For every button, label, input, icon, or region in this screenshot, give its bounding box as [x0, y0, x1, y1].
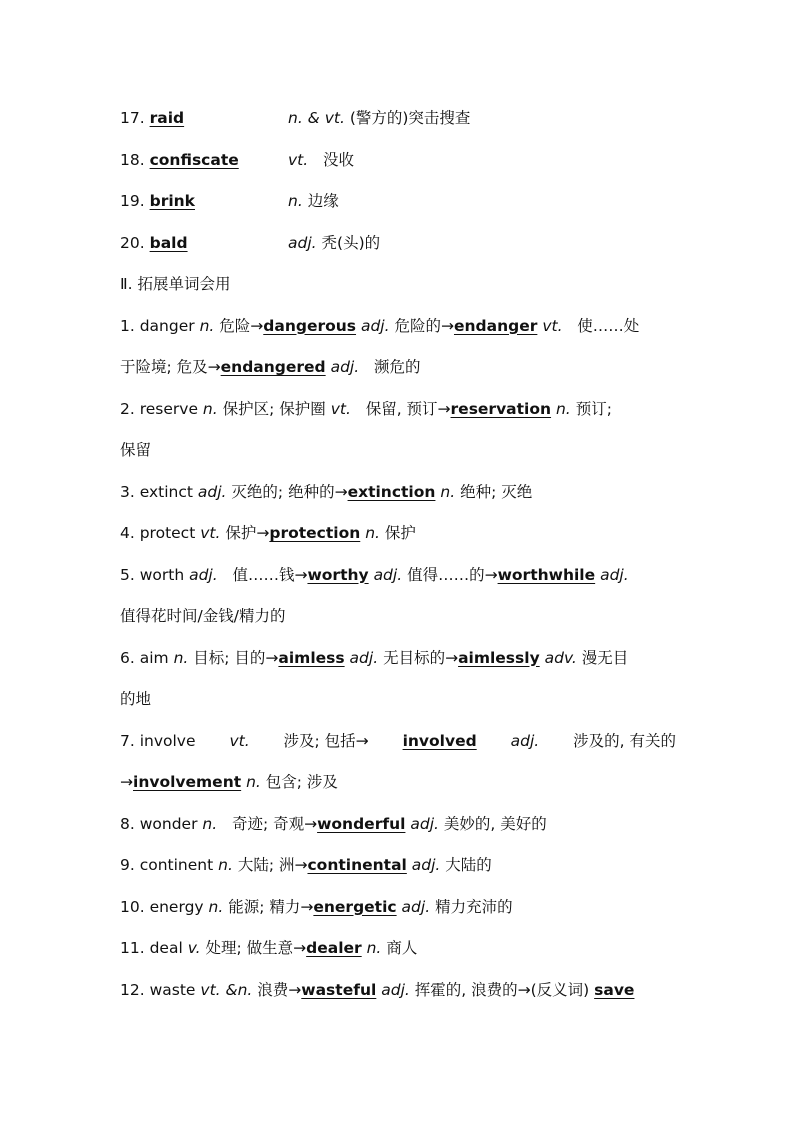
- answer-word: involved: [402, 731, 477, 750]
- answer-word: dealer: [306, 939, 362, 957]
- part-of-speech: adj.: [600, 565, 629, 584]
- meaning: 保护→: [225, 524, 270, 542]
- entry-line: [120, 972, 676, 1014]
- answer-word: continental: [307, 856, 407, 874]
- meaning: 危险的→: [394, 316, 454, 335]
- base-word: 1. danger: [120, 316, 195, 335]
- part-of-speech: n.: [555, 399, 571, 418]
- meaning: 的地: [120, 690, 152, 708]
- meaning: 保护区; 保护圈: [222, 399, 326, 418]
- meaning: 浪费→: [257, 980, 302, 999]
- part-of-speech: adj.: [349, 648, 379, 667]
- section-title: Ⅱ. 拓展单词会用: [120, 275, 231, 293]
- meaning: 灭绝的; 绝种的→: [231, 482, 348, 501]
- meaning: 保留: [120, 441, 152, 459]
- part-of-speech: adv.: [544, 648, 577, 667]
- meaning: 使……处: [577, 316, 640, 335]
- entry-line: [120, 764, 676, 806]
- answer-word: reservation: [450, 399, 552, 418]
- meaning: 商人: [386, 939, 418, 957]
- item-number: 20.: [120, 233, 145, 252]
- base-word: 12. waste: [120, 980, 196, 999]
- meaning: 边缘: [307, 192, 339, 210]
- answer-word: protection: [269, 524, 361, 542]
- meaning: 美妙的, 美好的: [443, 814, 547, 833]
- answer-word: dangerous: [263, 316, 357, 335]
- vocab-row: [120, 183, 676, 225]
- part-of-speech: vt. &n.: [200, 980, 253, 999]
- part-of-speech: adj.: [360, 316, 390, 335]
- worksheet-page: [120, 100, 676, 1013]
- meaning: 目标; 目的→: [193, 648, 279, 667]
- part-of-speech: n.: [199, 316, 215, 335]
- entry-line: [120, 557, 676, 599]
- part-of-speech: vt.: [288, 150, 309, 169]
- entry-line: [120, 308, 676, 350]
- meaning: 没收: [322, 150, 354, 169]
- part-of-speech: n.: [202, 814, 218, 833]
- part-of-speech: adj.: [189, 565, 218, 584]
- part-of-speech: adj.: [288, 233, 317, 252]
- meaning: 预订;: [575, 399, 612, 418]
- part-of-speech: adj.: [373, 565, 403, 584]
- meaning: 能源; 精力→: [228, 897, 314, 916]
- part-of-speech: n.: [218, 856, 233, 874]
- entry-line: [120, 806, 676, 848]
- answer-word: energetic: [313, 897, 397, 916]
- base-word: 7. involve: [120, 731, 196, 750]
- part-of-speech: vt.: [229, 731, 250, 750]
- meaning: 于险境; 危及→: [120, 358, 221, 376]
- entry-line: [120, 515, 676, 557]
- vocab-row: [120, 225, 676, 267]
- part-of-speech: n.: [365, 524, 380, 542]
- entry-line: [120, 640, 676, 682]
- entry-line: [120, 432, 676, 474]
- item-number: 17.: [120, 109, 145, 127]
- meaning: 精力充沛的: [435, 897, 513, 916]
- part-of-speech: adj.: [401, 897, 431, 916]
- base-word: 5. worth: [120, 565, 185, 584]
- base-word: 4. protect: [120, 524, 196, 542]
- answer-word: aimless: [278, 648, 345, 667]
- meaning: 包含; 涉及: [265, 773, 338, 791]
- meaning: 濒危的: [373, 358, 421, 376]
- part-of-speech: n.: [173, 648, 189, 667]
- part-of-speech: n.: [288, 192, 303, 210]
- vocab-word: raid: [149, 109, 185, 127]
- part-of-speech: v.: [187, 939, 201, 957]
- item-number: 18.: [120, 150, 145, 169]
- answer-word: endangered: [220, 358, 326, 376]
- part-of-speech: n.: [366, 939, 382, 957]
- entry-line: [120, 681, 676, 723]
- answer-word: extinction: [347, 482, 436, 501]
- vocab-row: [120, 100, 676, 142]
- entry-line: [120, 391, 676, 433]
- vocab-row: [120, 142, 676, 184]
- vocab-word: bald: [149, 233, 188, 252]
- meaning: 保留, 预订→: [365, 399, 451, 418]
- base-word: 9. continent: [120, 856, 214, 874]
- meaning: 涉及的, 有关的: [573, 731, 676, 750]
- answer-word: worthwhile: [497, 565, 596, 584]
- answer-word: aimlessly: [458, 648, 540, 667]
- entry-line: [120, 723, 676, 765]
- entry-line: [120, 930, 676, 972]
- answer-word: wasteful: [301, 980, 377, 999]
- vocab-word: confiscate: [149, 150, 239, 169]
- arrow-icon: →: [120, 773, 133, 791]
- meaning: 值得……的→: [407, 565, 498, 584]
- vocab-word: brink: [149, 192, 195, 210]
- entry-line: [120, 889, 676, 931]
- part-of-speech: adj.: [411, 856, 441, 874]
- part-of-speech: adj.: [381, 980, 410, 999]
- meaning: 保护: [384, 524, 416, 542]
- part-of-speech: vt.: [330, 399, 351, 418]
- base-word: 6. aim: [120, 648, 169, 667]
- part-of-speech: adj.: [330, 358, 360, 376]
- meaning: 危险→: [219, 316, 264, 335]
- part-of-speech: adj.: [410, 814, 439, 833]
- meaning: 漫无目: [581, 648, 629, 667]
- item-number: 19.: [120, 192, 145, 210]
- meaning: 秃(头)的: [321, 233, 381, 252]
- part-of-speech: vt.: [542, 316, 563, 335]
- meaning: 无目标的→: [383, 648, 459, 667]
- part-of-speech: n.: [208, 897, 224, 916]
- entry-line: [120, 598, 676, 640]
- part-of-speech: n.: [246, 773, 261, 791]
- entry-line: [120, 474, 676, 516]
- answer-word: wonderful: [317, 814, 406, 833]
- base-word: 8. wonder: [120, 814, 198, 833]
- answer-word: endanger: [453, 316, 538, 335]
- base-word: 3. extinct: [120, 482, 193, 501]
- answer-word: involvement: [133, 773, 242, 791]
- meaning: 奇迹; 奇观→: [231, 814, 318, 833]
- part-of-speech: adj.: [510, 731, 540, 750]
- answer-word: save: [594, 980, 635, 999]
- part-of-speech: vt.: [200, 524, 221, 542]
- entry-line: [120, 349, 676, 391]
- part-of-speech: adj.: [197, 482, 227, 501]
- part-of-speech: n. & vt.: [288, 109, 345, 127]
- meaning: 处理; 做生意→: [205, 939, 307, 957]
- meaning: 绝种; 灭绝: [460, 482, 533, 501]
- meaning: 大陆; 洲→: [237, 856, 308, 874]
- entry-line: [120, 847, 676, 889]
- answer-word: worthy: [307, 565, 369, 584]
- part-of-speech: n.: [202, 399, 218, 418]
- base-word: 2. reserve: [120, 399, 198, 418]
- meaning: 大陆的: [445, 856, 492, 874]
- meaning: 值……钱→: [232, 565, 308, 584]
- base-word: 10. energy: [120, 897, 204, 916]
- meaning: 挥霍的, 浪费的→(反义词): [414, 980, 590, 999]
- base-word: 11. deal: [120, 939, 183, 957]
- meaning: 涉及; 包括→: [283, 731, 369, 750]
- meaning: (警方的)突击搜查: [349, 109, 471, 127]
- meaning: 值得花时间/金钱/精力的: [120, 607, 286, 625]
- part-of-speech: n.: [440, 482, 456, 501]
